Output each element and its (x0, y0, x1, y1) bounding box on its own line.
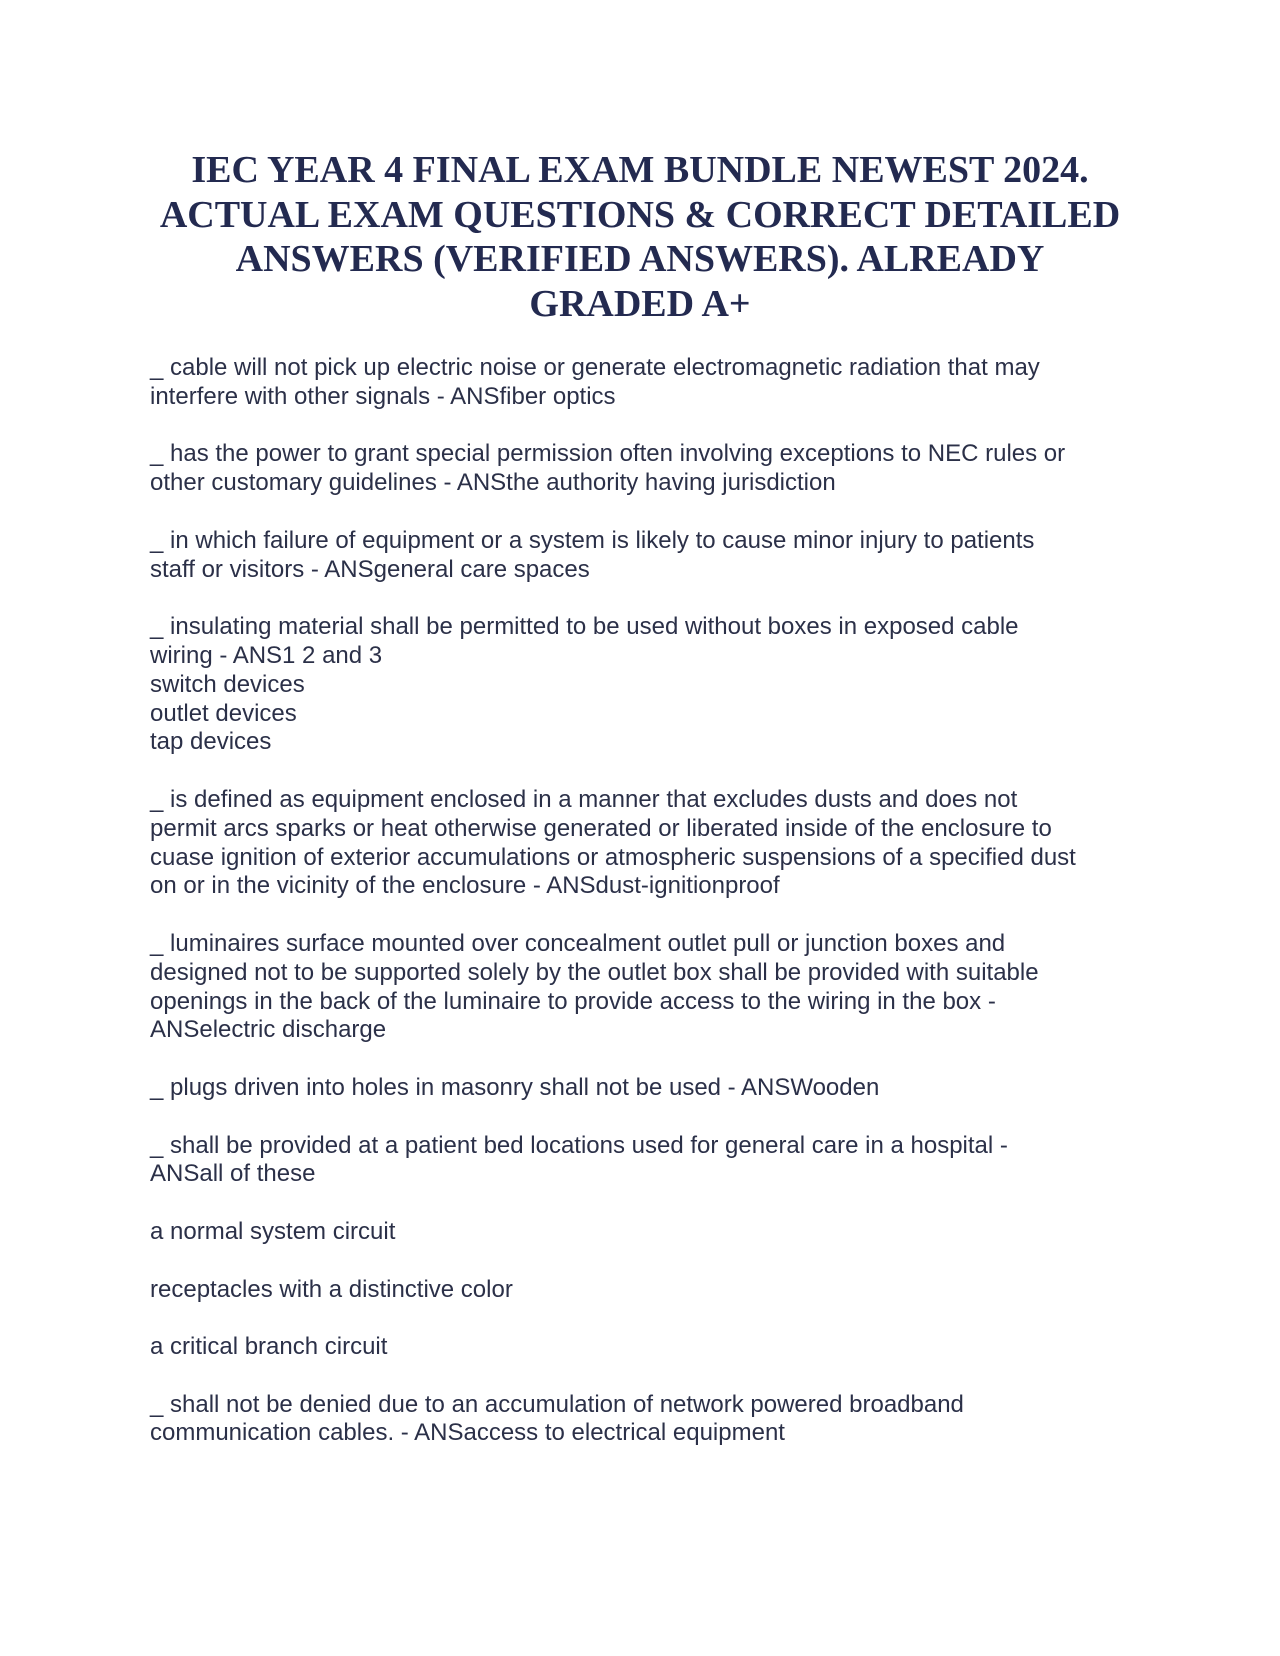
qa-item (150, 930, 1150, 1045)
text-line: on or in the vicinity of the enclosure - ANSdust-ignitionproof (150, 872, 780, 900)
text-line: _ plugs driven into holes in masonry shall not be used - ANSWooden (150, 1073, 880, 1101)
text-line: a normal system circuit (150, 1217, 396, 1245)
text-line: _ in which failure of equipment or a system is likely to cause minor injury to patients (150, 526, 1035, 554)
text-line: ANSall of these (150, 1160, 316, 1188)
title-line: IEC YEAR 4 FINAL EXAM BUNDLE NEWEST 2024. (191, 149, 1089, 191)
text-line: _ shall not be denied due to an accumulation of network powered broadband (150, 1390, 964, 1418)
answer-option (150, 1218, 1150, 1247)
answer-option (150, 1333, 1150, 1362)
text-line: openings in the back of the luminaire to provide access to the wiring in the box - (150, 987, 996, 1015)
title-line: ACTUAL EXAM QUESTIONS & CORRECT DETAILED (159, 193, 1121, 236)
text-line: interfere with other signals - ANSfiber optics (150, 382, 616, 410)
text-line: _ luminaires surface mounted over concealment outlet pull or junction boxes and (150, 929, 1006, 957)
text-line: outlet devices (150, 699, 297, 727)
qa-item (150, 527, 1150, 585)
qa-item (150, 1074, 1150, 1103)
qa-item (150, 354, 1150, 412)
text-line: permit arcs sparks or heat otherwise generated or liberated inside of the enclosure to (150, 814, 1052, 842)
qa-item (150, 1391, 1150, 1449)
text-line: designed not to be supported solely by the outlet box shall be provided with suitable (150, 958, 1039, 986)
text-line: a critical branch circuit (150, 1333, 388, 1361)
text-line: switch devices (150, 670, 305, 698)
text-line: _ insulating material shall be permitted to be used without boxes in exposed cable (150, 613, 1019, 641)
qa-item (150, 613, 1150, 757)
text-line: _ is defined as equipment enclosed in a manner that excludes dusts and does not (150, 785, 1018, 813)
text-line: _ shall be provided at a patient bed locations used for general care in a hospital - (150, 1131, 1008, 1159)
qa-item (150, 786, 1150, 901)
title-line: ANSWERS (VERIFIED ANSWERS). ALREADY (235, 238, 1045, 280)
text-line: _ cable will not pick up electric noise or generate electromagnetic radiation that may (150, 354, 1040, 381)
text-line: ANSelectric discharge (150, 1016, 387, 1044)
text-line: _ has the power to grant special permission often involving exceptions to NEC rules or (150, 440, 1066, 468)
text-line: tap devices (150, 728, 272, 756)
text-line: communication cables. - ANSaccess to electrical equipment (150, 1419, 785, 1447)
text-line: receptacles with a distinctive color (150, 1275, 513, 1303)
text-line: staff or visitors - ANSgeneral care spaces (150, 555, 590, 583)
document-body (150, 354, 1150, 1477)
title-line: GRADED A+ (529, 282, 751, 325)
text-line: cuase ignition of exterior accumulations or atmospheric suspensions of a specified dust (150, 843, 1076, 871)
text-line: other customary guidelines - ANSthe authority having jurisdiction (150, 469, 836, 497)
qa-item (150, 1132, 1150, 1190)
answer-option (150, 1276, 1150, 1305)
text-line: wiring - ANS1 2 and 3 (150, 641, 383, 669)
document-title (140, 148, 1140, 326)
qa-item (150, 440, 1150, 498)
